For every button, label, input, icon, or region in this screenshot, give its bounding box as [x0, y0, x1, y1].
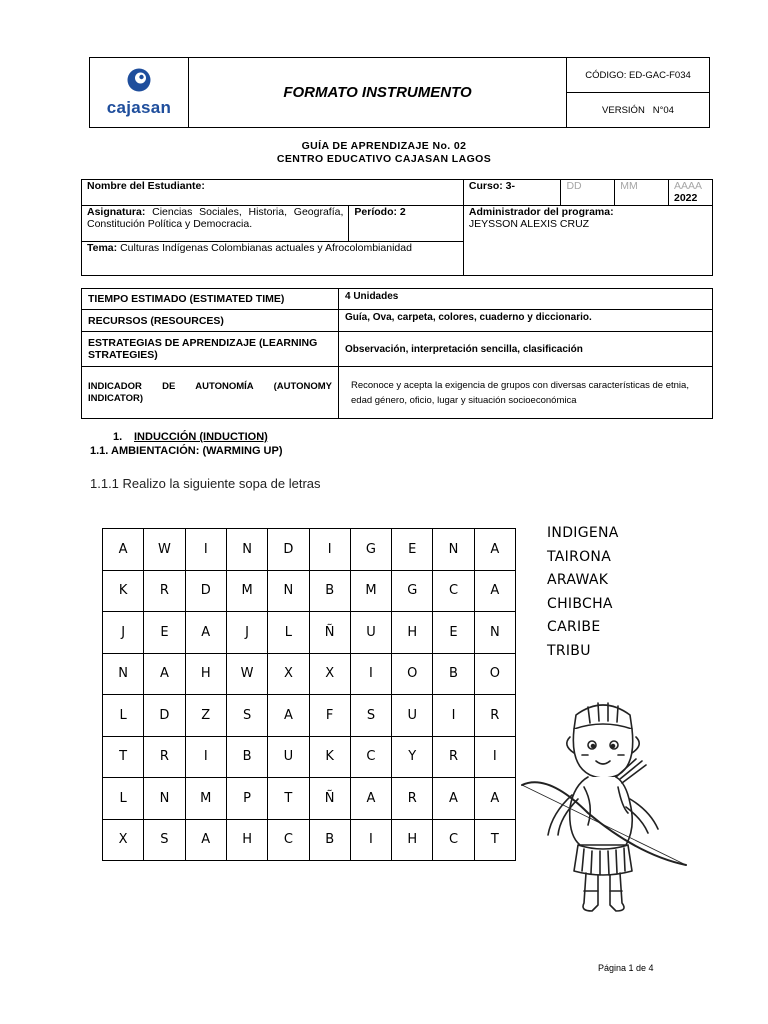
- grid-cell[interactable]: R: [433, 736, 474, 778]
- grid-cell[interactable]: H: [185, 653, 226, 695]
- grid-cell[interactable]: Z: [185, 695, 226, 737]
- activity-info-table: [81, 288, 713, 419]
- grid-cell[interactable]: M: [185, 778, 226, 820]
- logo-text: cajasan: [106, 98, 172, 117]
- school-name: CENTRO EDUCATIVO CAJASAN LAGOS: [276, 153, 492, 165]
- period-cell: Período: 2: [349, 206, 464, 242]
- resources-label: RECURSOS (RESOURCES): [82, 310, 339, 332]
- grid-cell[interactable]: B: [226, 736, 267, 778]
- header-table: [89, 57, 710, 128]
- grid-cell[interactable]: A: [474, 570, 515, 612]
- resources-value: Guía, Ova, carpeta, colores, cuaderno y diccionario.: [339, 310, 713, 332]
- word-list-item: TAIRONA: [547, 548, 612, 565]
- grid-cell[interactable]: W: [144, 529, 185, 571]
- year-placeholder: AAAA: [674, 180, 703, 192]
- section-1-1-title: 1.1. AMBIENTACIÓN: (WARMING UP): [90, 445, 283, 457]
- grid-cell[interactable]: R: [474, 695, 515, 737]
- year-field[interactable]: [669, 180, 713, 206]
- student-info-table: [81, 179, 713, 276]
- word-list-item: INDIGENA: [547, 525, 619, 541]
- grid-cell[interactable]: B: [433, 653, 474, 695]
- topic-label: Tema:: [87, 242, 118, 254]
- grid-cell[interactable]: A: [350, 778, 391, 820]
- grid-cell[interactable]: U: [350, 612, 391, 654]
- grid-cell[interactable]: X: [103, 819, 144, 861]
- subject-text: [87, 207, 343, 230]
- indigenous-child-illustration: [518, 695, 690, 917]
- cajasan-logo-icon: [124, 67, 154, 93]
- grid-cell[interactable]: H: [226, 819, 267, 861]
- grid-cell[interactable]: A: [474, 778, 515, 820]
- word-list-item: TRIBU: [547, 642, 591, 659]
- topic-cell: [82, 242, 464, 276]
- grid-cell[interactable]: T: [103, 736, 144, 778]
- document-version: VERSIÓN N°04: [567, 93, 710, 128]
- grid-cell[interactable]: L: [103, 695, 144, 737]
- grid-cell[interactable]: C: [433, 570, 474, 612]
- document-title: FORMATO INSTRUMENTO: [189, 58, 567, 128]
- grid-cell[interactable]: T: [268, 778, 309, 820]
- grid-cell[interactable]: H: [392, 612, 433, 654]
- grid-cell[interactable]: D: [185, 570, 226, 612]
- grid-cell[interactable]: I: [474, 736, 515, 778]
- word-list-item: CARIBE: [547, 619, 601, 635]
- grid-cell[interactable]: Ñ: [309, 612, 350, 654]
- grid-cell[interactable]: E: [392, 529, 433, 571]
- admin-cell: [463, 206, 712, 276]
- autonomy-label: INDICADOR DE AUTONOMÍA (AUTONOMY INDICATOR): [82, 367, 339, 419]
- grid-cell[interactable]: B: [309, 819, 350, 861]
- grid-cell[interactable]: O: [392, 653, 433, 695]
- grid-cell[interactable]: I: [350, 819, 391, 861]
- grid-row: [103, 778, 516, 820]
- grid-row: [103, 612, 516, 654]
- grid-cell[interactable]: R: [144, 570, 185, 612]
- section-1-number: 1.: [113, 431, 123, 443]
- grid-cell[interactable]: N: [268, 570, 309, 612]
- grid-cell[interactable]: I: [433, 695, 474, 737]
- grid-cell[interactable]: S: [350, 695, 391, 737]
- grid-cell[interactable]: J: [226, 612, 267, 654]
- grid-cell[interactable]: N: [144, 778, 185, 820]
- grid-cell[interactable]: D: [144, 695, 185, 737]
- grid-cell[interactable]: R: [392, 778, 433, 820]
- month-field[interactable]: MM: [615, 180, 669, 206]
- grid-cell[interactable]: F: [309, 695, 350, 737]
- grid-cell[interactable]: D: [268, 529, 309, 571]
- grid-cell[interactable]: H: [392, 819, 433, 861]
- autonomy-value: Reconoce y acepta la exigencia de grupos con diversas características de etnia, edad género, oficio, lugar y situación socioeconómica: [339, 367, 713, 419]
- grid-cell[interactable]: A: [103, 529, 144, 571]
- grid-row: [103, 819, 516, 861]
- grid-cell[interactable]: N: [433, 529, 474, 571]
- time-label: TIEMPO ESTIMADO (ESTIMATED TIME): [82, 289, 339, 310]
- grid-cell[interactable]: T: [474, 819, 515, 861]
- admin-name: JEYSSON ALEXIS CRUZ: [468, 217, 590, 230]
- grid-row: [103, 695, 516, 737]
- grid-cell[interactable]: R: [144, 736, 185, 778]
- word-list-item: ARAWAK: [547, 572, 609, 588]
- time-value: 4 Unidades: [339, 289, 713, 310]
- grid-cell[interactable]: A: [474, 529, 515, 571]
- grid-cell[interactable]: B: [309, 570, 350, 612]
- grid-cell[interactable]: W: [226, 653, 267, 695]
- grid-cell[interactable]: O: [474, 653, 515, 695]
- grid-cell[interactable]: S: [226, 695, 267, 737]
- grid-cell[interactable]: X: [309, 653, 350, 695]
- grid-cell[interactable]: P: [226, 778, 267, 820]
- strategies-label: ESTRATEGIAS DE APRENDIZAJE (LEARNING STRATEGIES): [82, 332, 339, 367]
- word-list: [547, 522, 619, 663]
- grid-cell[interactable]: N: [474, 612, 515, 654]
- grid-cell[interactable]: A: [185, 819, 226, 861]
- grid-cell[interactable]: E: [433, 612, 474, 654]
- grid-cell[interactable]: X: [268, 653, 309, 695]
- subject-value: Ciencias Sociales, Historia, Geografía, Constitución Política y Democracia.: [87, 206, 344, 230]
- subject-label: Asignatura:: [87, 206, 146, 218]
- grid-cell[interactable]: A: [185, 612, 226, 654]
- grid-cell[interactable]: N: [226, 529, 267, 571]
- student-name-field[interactable]: Nombre del Estudiante:: [82, 180, 464, 206]
- grid-cell[interactable]: M: [226, 570, 267, 612]
- grid-cell[interactable]: M: [350, 570, 391, 612]
- grid-row: [103, 653, 516, 695]
- grid-cell[interactable]: Ñ: [309, 778, 350, 820]
- grid-cell[interactable]: I: [350, 653, 391, 695]
- subject-cell: [82, 206, 349, 242]
- year-value: 2022: [674, 191, 698, 204]
- grid-cell[interactable]: I: [309, 529, 350, 571]
- logo-cell: [90, 58, 189, 128]
- grid-cell[interactable]: U: [392, 695, 433, 737]
- grid-cell[interactable]: A: [144, 653, 185, 695]
- grid-cell[interactable]: A: [268, 695, 309, 737]
- grid-row: [103, 529, 516, 571]
- grid-cell[interactable]: J: [103, 612, 144, 654]
- grid-cell[interactable]: S: [144, 819, 185, 861]
- grid-cell[interactable]: K: [103, 570, 144, 612]
- grid-cell[interactable]: I: [185, 736, 226, 778]
- grid-cell[interactable]: N: [103, 653, 144, 695]
- grid-row: [103, 570, 516, 612]
- strategies-value: Observación, interpretación sencilla, clasificación: [339, 332, 713, 367]
- grid-cell[interactable]: C: [433, 819, 474, 861]
- course-field[interactable]: Curso: 3-: [463, 180, 561, 206]
- grid-cell[interactable]: U: [268, 736, 309, 778]
- grid-row: [103, 736, 516, 778]
- day-field[interactable]: DD: [561, 180, 615, 206]
- grid-cell[interactable]: A: [433, 778, 474, 820]
- grid-cell[interactable]: C: [350, 736, 391, 778]
- grid-cell[interactable]: L: [103, 778, 144, 820]
- grid-cell[interactable]: G: [392, 570, 433, 612]
- word-search-grid: [102, 528, 516, 861]
- grid-cell[interactable]: E: [144, 612, 185, 654]
- grid-cell[interactable]: K: [309, 736, 350, 778]
- document-code: CÓDIGO: ED-GAC-F034: [567, 58, 710, 93]
- word-list-item: CHIBCHA: [547, 595, 613, 612]
- section-1-title: INDUCCIÓN (INDUCTION): [134, 431, 268, 443]
- grid-cell[interactable]: C: [268, 819, 309, 861]
- admin-label: Administrador del programa:: [468, 206, 614, 218]
- page-number: Página 1 de 4: [598, 963, 654, 973]
- topic-text: [87, 243, 458, 255]
- instruction-text: 1.1.1 Realizo la siguiente sopa de letras: [90, 476, 321, 491]
- topic-value: Culturas Indígenas Colombianas actuales y Afrocolombianidad: [120, 242, 412, 254]
- grid-cell[interactable]: G: [350, 529, 391, 571]
- grid-cell[interactable]: Y: [392, 736, 433, 778]
- grid-cell[interactable]: I: [185, 529, 226, 571]
- grid-cell[interactable]: L: [268, 612, 309, 654]
- guide-title: GUÍA DE APRENDIZAJE No. 02: [301, 140, 467, 152]
